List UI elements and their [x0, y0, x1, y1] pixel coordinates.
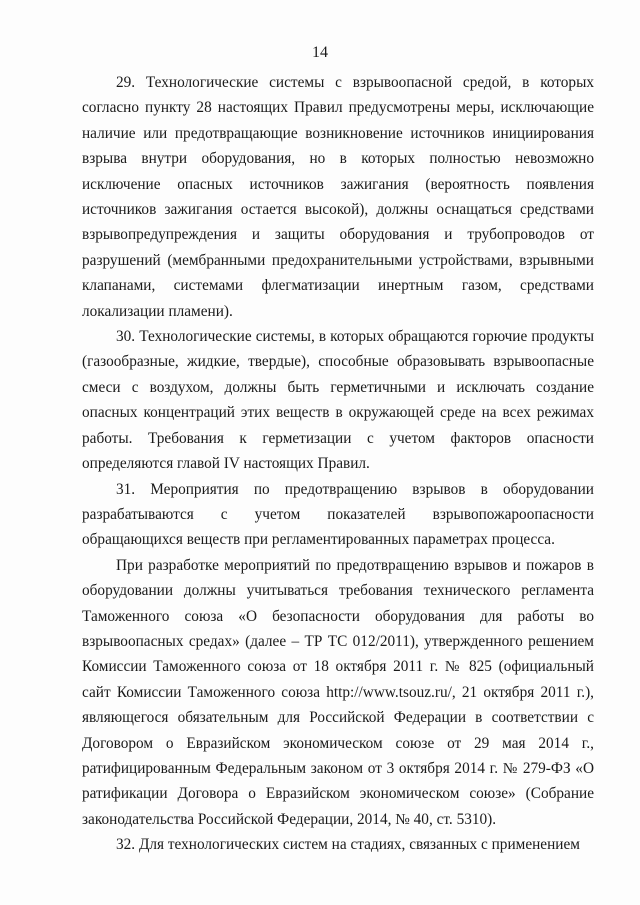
paragraph-32: 32. Для технологических систем на стадиях, связанных с применением [116, 836, 580, 854]
paragraph-29: 29. Технологические системы с взрывоопасной средой, в которых согласно пункту 28 настоящих Правил предусмотрены меры, исключающие наличие или предотвращающие возникновение источников инициирования взрыва внутри оборудования, но в которых полностью невозможно исключение опасных источников зажигания (вероятность появления источников зажигания остается высокой), должны оснащаться средствами взрывопредупреждения и защиты оборудования и трубопроводов от разрушений (мембранными предохранительными устройствами, взрывными клапанами, системами флегматизации инертным газом, средствами локализации пламени). [82, 74, 594, 320]
paragraph-31-continuation: При разработке мероприятий по предотвращению взрывов и пожаров в оборудовании должны учитываться требования технического регламента Таможенного союза «О безопасности оборудования для работы во взрывоопасных средах» (далее – ТР ТС 012/2011), утвержденного решением Комиссии Таможенного союза от 18 октября 2011 г. № 825 (официальный сайт Комиссии Таможенного союза http://www.tsouz.ru/, 21 октября 2011 г.), являющегося обязательным для Российской Федерации в соответствии с Договором о Евразийском экономическом союзе от 29 мая 2014 г., ратифицированным Федеральным законом от 3 октября 2014 г. № 279-ФЗ «О ратификации Договора о Евразийском экономическом союзе» (Собрание законодательства Российской Федерации, 2014, № 40, ст. 5310). [82, 556, 594, 828]
page-number: 14 [312, 44, 328, 61]
paragraph-30: 30. Технологические системы, в которых обращаются горючие продукты (газообразные, жидкие, твердые), способные образовывать взрывоопасные смеси с воздухом, должны быть герметичными и исключать создание опасных концентраций этих веществ в окружающей среде на всех режимах работы. Требования к герметизации с учетом факторов опасности определяются главой IV настоящих Правил. [82, 328, 594, 473]
paragraph-31: 31. Мероприятия по предотвращению взрывов в оборудовании разрабатываются с учетом показателей взрывопожароопасности обращающихся веществ при регламентированных параметрах процесса. [82, 480, 594, 549]
document-body [82, 70, 594, 858]
